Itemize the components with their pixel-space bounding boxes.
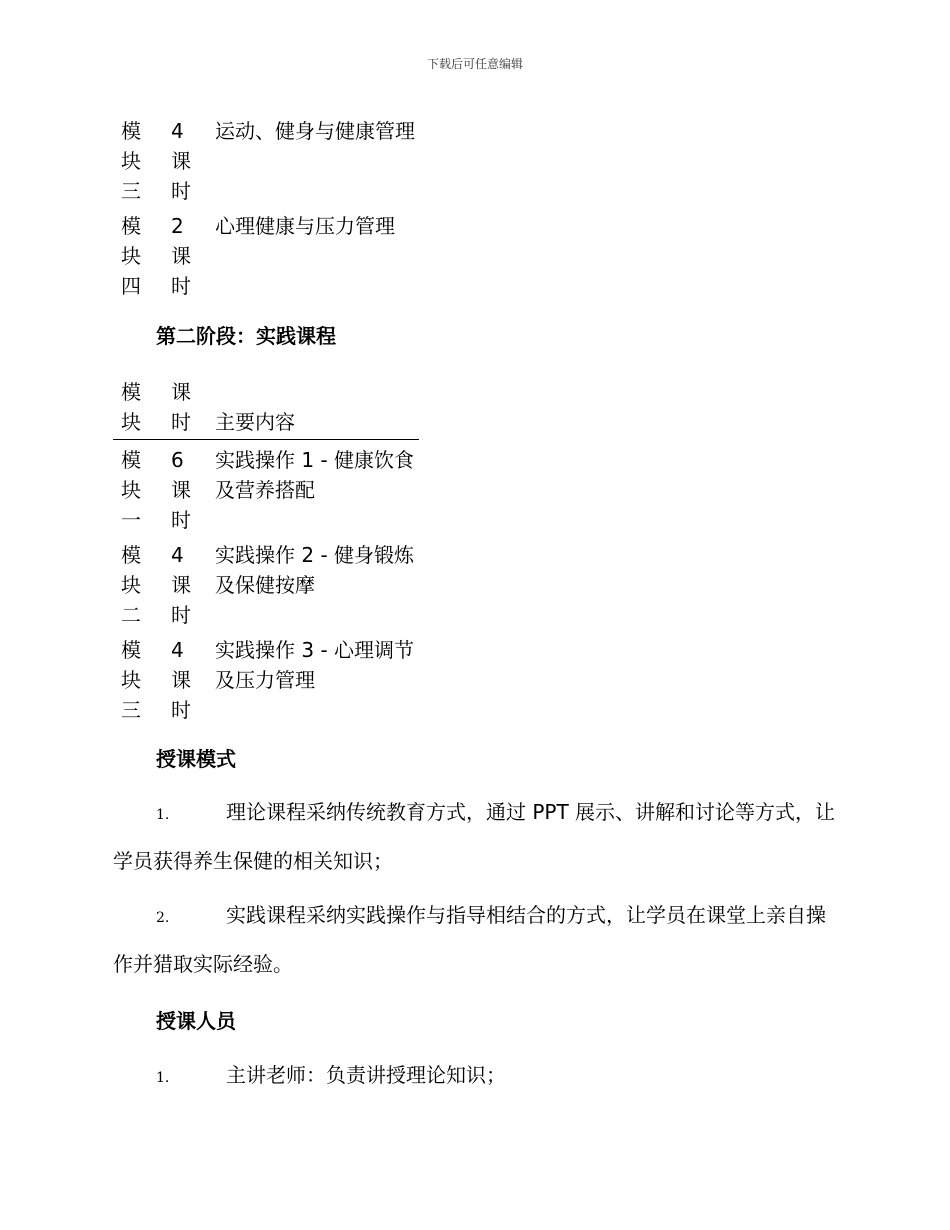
table-row xyxy=(113,440,419,541)
content-cell: 心理健康与压力管理 xyxy=(215,214,395,238)
teaching-mode-title: 授课模式 xyxy=(156,747,236,771)
hours-cell: 4 课 时 xyxy=(171,119,191,203)
hours-cell: 4 课 时 xyxy=(171,638,191,722)
phase2-title: 第二阶段：实践课程 xyxy=(156,324,336,348)
module-cell: 模 块 四 xyxy=(121,214,141,298)
module-cell: 模 块 三 xyxy=(121,638,141,722)
module-cell: 模 块 一 xyxy=(121,448,141,532)
teaching-mode-item-2 xyxy=(113,892,838,987)
content-cell: 实践操作 2 - 健身锻炼及保健按摩 xyxy=(215,543,415,597)
content-cell: 运动、健身与健康管理 xyxy=(215,119,415,143)
table-row xyxy=(113,116,419,211)
content-cell: 实践操作 1 - 健康饮食及营养搭配 xyxy=(215,448,415,502)
phase2-module-table xyxy=(113,377,419,730)
header-module: 模 块 xyxy=(113,377,171,440)
table-header-row xyxy=(113,377,419,440)
table-row xyxy=(113,540,419,635)
table-row xyxy=(113,211,419,306)
teaching-mode-item-1 xyxy=(113,789,838,884)
list-text: 理论课程采纳传统教育方式，通过 PPT 展示、讲解和讨论等方式，让学员获得养生保健的相关知识； xyxy=(113,800,836,873)
list-text: 实践课程采纳实践操作与指导相结合的方式，让学员在课堂上亲自操作并猎取实际经验。 xyxy=(113,903,826,976)
module-cell: 模 块 二 xyxy=(121,543,141,627)
list-text: 主讲老师：负责讲授理论知识； xyxy=(226,1063,506,1087)
module-cell: 模 块 三 xyxy=(121,119,141,203)
hours-cell: 6 课 时 xyxy=(171,448,191,532)
list-number: 1. xyxy=(156,1070,170,1086)
staff-title: 授课人员 xyxy=(156,1009,236,1033)
phase1-module-table xyxy=(113,116,419,306)
table-row xyxy=(113,635,419,730)
staff-item-1 xyxy=(113,1052,838,1101)
header-content: 主要内容 xyxy=(215,377,419,440)
header-note: 下载后可任意编辑 xyxy=(426,57,523,71)
content-cell: 实践操作 3 - 心理调节及压力管理 xyxy=(215,638,415,692)
hours-cell: 4 课 时 xyxy=(171,543,191,627)
list-number: 1. xyxy=(156,807,170,823)
list-number: 2. xyxy=(156,910,170,926)
header-hours: 课 时 xyxy=(171,377,215,440)
hours-cell: 2 课 时 xyxy=(171,214,191,298)
